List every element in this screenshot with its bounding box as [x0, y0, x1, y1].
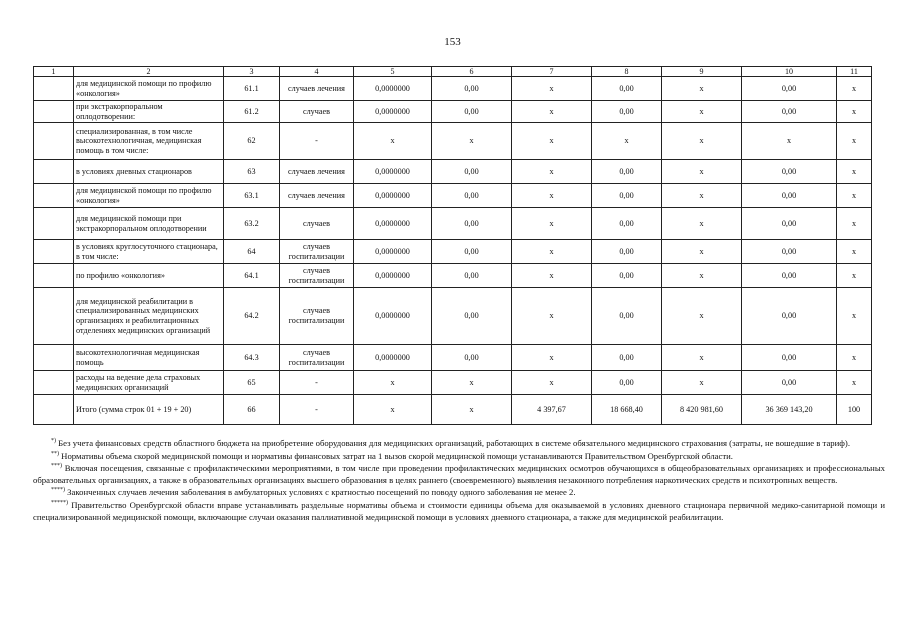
table-row: [34, 101, 872, 123]
table-cell-col4: -: [280, 123, 354, 160]
table-cell-col3: 66: [224, 395, 280, 425]
table-cell-col3: 63.1: [224, 184, 280, 208]
table-cell-col7: x: [512, 264, 592, 288]
table-cell-col9: x: [662, 123, 742, 160]
table-cell-col4: случаев госпитализации: [280, 288, 354, 345]
table-cell-col4: случаев лечения: [280, 160, 354, 184]
table-cell-col11: x: [837, 240, 872, 264]
table-cell-col1: [34, 77, 74, 101]
table-cell-col7: x: [512, 123, 592, 160]
table-cell-col1: [34, 160, 74, 184]
table-cell-col2: расходы на ведение дела страховых медицинских организаций: [74, 371, 224, 395]
table-cell-col3: 63.2: [224, 208, 280, 240]
table-cell-col9: x: [662, 240, 742, 264]
table-cell-col4: случаев: [280, 208, 354, 240]
table-cell-col7: x: [512, 101, 592, 123]
table-cell-col5: 0,0000000: [354, 264, 432, 288]
table-cell-col8: 0,00: [592, 240, 662, 264]
table-cell-col7: 4 397,67: [512, 395, 592, 425]
footnote-mark: **): [51, 450, 59, 457]
footnote-mark: ***): [51, 463, 62, 470]
table-cell-col4: случаев госпитализации: [280, 264, 354, 288]
table-cell-col6: 0,00: [432, 101, 512, 123]
column-header: 9: [662, 67, 742, 77]
table-cell-col2: высокотехнологичная медицинская помощь: [74, 345, 224, 371]
footnote: [33, 487, 885, 499]
table-cell-col10: 0,00: [742, 208, 837, 240]
table-cell-col10: 0,00: [742, 101, 837, 123]
table-cell-col4: случаев госпитализации: [280, 240, 354, 264]
table-cell-col5: 0,0000000: [354, 160, 432, 184]
footnote-mark: *): [51, 438, 56, 445]
table-cell-col8: 0,00: [592, 264, 662, 288]
table-cell-col5: 0,0000000: [354, 240, 432, 264]
table-cell-col8: 0,00: [592, 345, 662, 371]
table-cell-col9: x: [662, 288, 742, 345]
table-cell-col11: x: [837, 101, 872, 123]
table-cell-col10: 0,00: [742, 264, 837, 288]
page-number: 153: [444, 36, 461, 48]
column-header: 10: [742, 67, 837, 77]
table-cell-col3: 61.1: [224, 77, 280, 101]
table-row: [34, 184, 872, 208]
table-cell-col5: 0,0000000: [354, 345, 432, 371]
column-header: 8: [592, 67, 662, 77]
footnote-mark: ****): [51, 487, 65, 494]
table-cell-col5: 0,0000000: [354, 288, 432, 345]
table-cell-col10: 0,00: [742, 240, 837, 264]
table-cell-col8: 0,00: [592, 371, 662, 395]
table-cell-col3: 64.2: [224, 288, 280, 345]
table-cell-col2: при экстракорпоральном оплодотворении:: [74, 101, 224, 123]
column-header: 6: [432, 67, 512, 77]
table-cell-col3: 63: [224, 160, 280, 184]
table-cell-col7: x: [512, 288, 592, 345]
footnote: [33, 451, 885, 463]
table-cell-col9: 8 420 981,60: [662, 395, 742, 425]
table-cell-col10: 0,00: [742, 184, 837, 208]
footnote-text: Без учета финансовых средств областного бюджета на приобретение оборудования для медицинских организаций, работающих в системе обязательного медицинского страхования (затраты, не вошедшие в тариф).: [58, 438, 850, 448]
table-cell-col2: в условиях дневных стационаров: [74, 160, 224, 184]
table-cell-col11: x: [837, 371, 872, 395]
table-cell-col10: 0,00: [742, 160, 837, 184]
table-row: [34, 264, 872, 288]
table-cell-col2: в условиях круглосуточного стационара, в том числе:: [74, 240, 224, 264]
table-cell-col11: x: [837, 345, 872, 371]
table-cell-col8: x: [592, 123, 662, 160]
table-cell-col6: 0,00: [432, 240, 512, 264]
table-cell-col3: 61.2: [224, 101, 280, 123]
table-cell-col10: x: [742, 123, 837, 160]
table-cell-col6: 0,00: [432, 208, 512, 240]
table-cell-col8: 0,00: [592, 184, 662, 208]
table-cell-col6: 0,00: [432, 288, 512, 345]
table-cell-col6: 0,00: [432, 264, 512, 288]
table-cell-col6: x: [432, 123, 512, 160]
table-cell-col2: для медицинской помощи при экстракорпоральном оплодотворении: [74, 208, 224, 240]
table-cell-col2: по профилю «онкология»: [74, 264, 224, 288]
table-cell-col1: [34, 123, 74, 160]
table-cell-col6: x: [432, 371, 512, 395]
table-cell-col9: x: [662, 371, 742, 395]
footnote-text: Включая посещения, связанные с профилактическими мероприятиями, в том числе при проведении профилактических медицинских осмотров обучающихся в общеобразовательных организациях и профессиональных образовательных организациях, а также в образовательных организациях высшего образования в целях раннего (своевременного) выявления незаконного потребления наркотических средств и психотропных веществ.: [33, 463, 886, 485]
table-cell-col5: 0,0000000: [354, 208, 432, 240]
table-cell-col7: x: [512, 208, 592, 240]
column-header: 5: [354, 67, 432, 77]
column-header: 7: [512, 67, 592, 77]
table-cell-col11: 100: [837, 395, 872, 425]
table-cell-col5: 0,0000000: [354, 101, 432, 123]
table-row: [34, 123, 872, 160]
table-cell-col10: 0,00: [742, 345, 837, 371]
table-cell-col5: x: [354, 371, 432, 395]
table-cell-col5: 0,0000000: [354, 184, 432, 208]
table-cell-col9: x: [662, 264, 742, 288]
footnote-text: Правительство Оренбургской области вправе устанавливать раздельные нормативы объема и стоимости единицы объема для оказываемой в условиях дневного стационара первичной медико-санитарной помощи и специализированной медицинской помощи, включающие случаи оказания паллиативной медицинской помощи в условиях дневного стационара, а также для медицинской реабилитации.: [33, 499, 885, 522]
table-cell-col1: [34, 288, 74, 345]
table-cell-col2: для медицинской помощи по профилю «онкология»: [74, 184, 224, 208]
table-cell-col1: [34, 345, 74, 371]
table-cell-col3: 64.1: [224, 264, 280, 288]
table-cell-col1: [34, 101, 74, 123]
table-row: [34, 208, 872, 240]
table-cell-col11: x: [837, 77, 872, 101]
table-cell-col4: случаев лечения: [280, 184, 354, 208]
table-cell-col7: x: [512, 240, 592, 264]
table-body: [34, 77, 872, 425]
table-cell-col1: [34, 395, 74, 425]
table-row: [34, 77, 872, 101]
footnote: [33, 438, 885, 450]
table-cell-col3: 64: [224, 240, 280, 264]
table-cell-col1: [34, 240, 74, 264]
table-cell-col8: 0,00: [592, 77, 662, 101]
footnote-text: Законченных случаев лечения заболевания в амбулаторных условиях с кратностью посещений по поводу одного заболевания не менее 2.: [67, 487, 576, 498]
table-cell-col8: 18 668,40: [592, 395, 662, 425]
table-cell-col11: x: [837, 184, 872, 208]
table-cell-col2: для медицинской помощи по профилю «онкология»: [74, 77, 224, 101]
table-cell-col11: x: [837, 288, 872, 345]
footnote: [33, 500, 885, 523]
table-cell-col6: 0,00: [432, 160, 512, 184]
table-cell-col7: x: [512, 345, 592, 371]
table-cell-col5: x: [354, 123, 432, 160]
table-cell-col11: x: [837, 208, 872, 240]
column-header: 4: [280, 67, 354, 77]
table-cell-col4: случаев: [280, 101, 354, 123]
footnote-text: Нормативы объема скорой медицинской помощи и нормативы финансовых затрат на 1 вызов скорой медицинской помощи устанавливаются Правительством Оренбургской области.: [61, 450, 733, 461]
table-cell-col1: [34, 184, 74, 208]
table-cell-col7: x: [512, 160, 592, 184]
table-cell-col4: случаев госпитализации: [280, 345, 354, 371]
table-row: [34, 288, 872, 345]
table-cell-col9: x: [662, 101, 742, 123]
table-cell-col7: x: [512, 184, 592, 208]
table-cell-col10: 0,00: [742, 371, 837, 395]
table-cell-col4: -: [280, 371, 354, 395]
table-cell-col2: для медицинской реабилитации в специализированных медицинских организациях и реабилитационных отделениях медицинских организаций: [74, 288, 224, 345]
column-header: 11: [837, 67, 872, 77]
table-cell-col6: 0,00: [432, 345, 512, 371]
table-cell-col8: 0,00: [592, 160, 662, 184]
table-row: [34, 345, 872, 371]
table-cell-col6: 0,00: [432, 184, 512, 208]
table-cell-col2: Итого (сумма строк 01 + 19 + 20): [74, 395, 224, 425]
table-cell-col3: 65: [224, 371, 280, 395]
table-cell-col9: x: [662, 160, 742, 184]
table-cell-col10: 36 369 143,20: [742, 395, 837, 425]
table-cell-col3: 62: [224, 123, 280, 160]
table-cell-col8: 0,00: [592, 288, 662, 345]
table-cell-col4: случаев лечения: [280, 77, 354, 101]
table-header-row: [34, 67, 872, 77]
table-cell-col11: x: [837, 264, 872, 288]
table-cell-col1: [34, 208, 74, 240]
table-cell-col11: x: [837, 123, 872, 160]
table-cell-col5: x: [354, 395, 432, 425]
table-row: [34, 240, 872, 264]
table-cell-col5: 0,0000000: [354, 77, 432, 101]
table-row: [34, 395, 872, 425]
table-cell-col6: x: [432, 395, 512, 425]
table-cell-col8: 0,00: [592, 208, 662, 240]
table-cell-col4: -: [280, 395, 354, 425]
table-cell-col10: 0,00: [742, 288, 837, 345]
table-cell-col10: 0,00: [742, 77, 837, 101]
table-cell-col7: x: [512, 77, 592, 101]
table-row: [34, 371, 872, 395]
table-cell-col1: [34, 371, 74, 395]
data-table: [33, 66, 872, 425]
table-cell-col8: 0,00: [592, 101, 662, 123]
column-header: 3: [224, 67, 280, 77]
table-cell-col3: 64.3: [224, 345, 280, 371]
table-cell-col7: x: [512, 371, 592, 395]
table-cell-col9: x: [662, 208, 742, 240]
table-cell-col9: x: [662, 77, 742, 101]
table-cell-col6: 0,00: [432, 77, 512, 101]
table-cell-col1: [34, 264, 74, 288]
table-cell-col11: x: [837, 160, 872, 184]
footnote: [33, 463, 885, 486]
column-header: 1: [34, 67, 74, 77]
table-cell-col9: x: [662, 345, 742, 371]
table-row: [34, 160, 872, 184]
footnote-mark: *****): [51, 500, 68, 507]
table-cell-col2: специализированная, в том числе высокотехнологичная, медицинская помощь в том числе:: [74, 123, 224, 160]
footnotes: [33, 438, 885, 524]
table-cell-col9: x: [662, 184, 742, 208]
column-header: 2: [74, 67, 224, 77]
